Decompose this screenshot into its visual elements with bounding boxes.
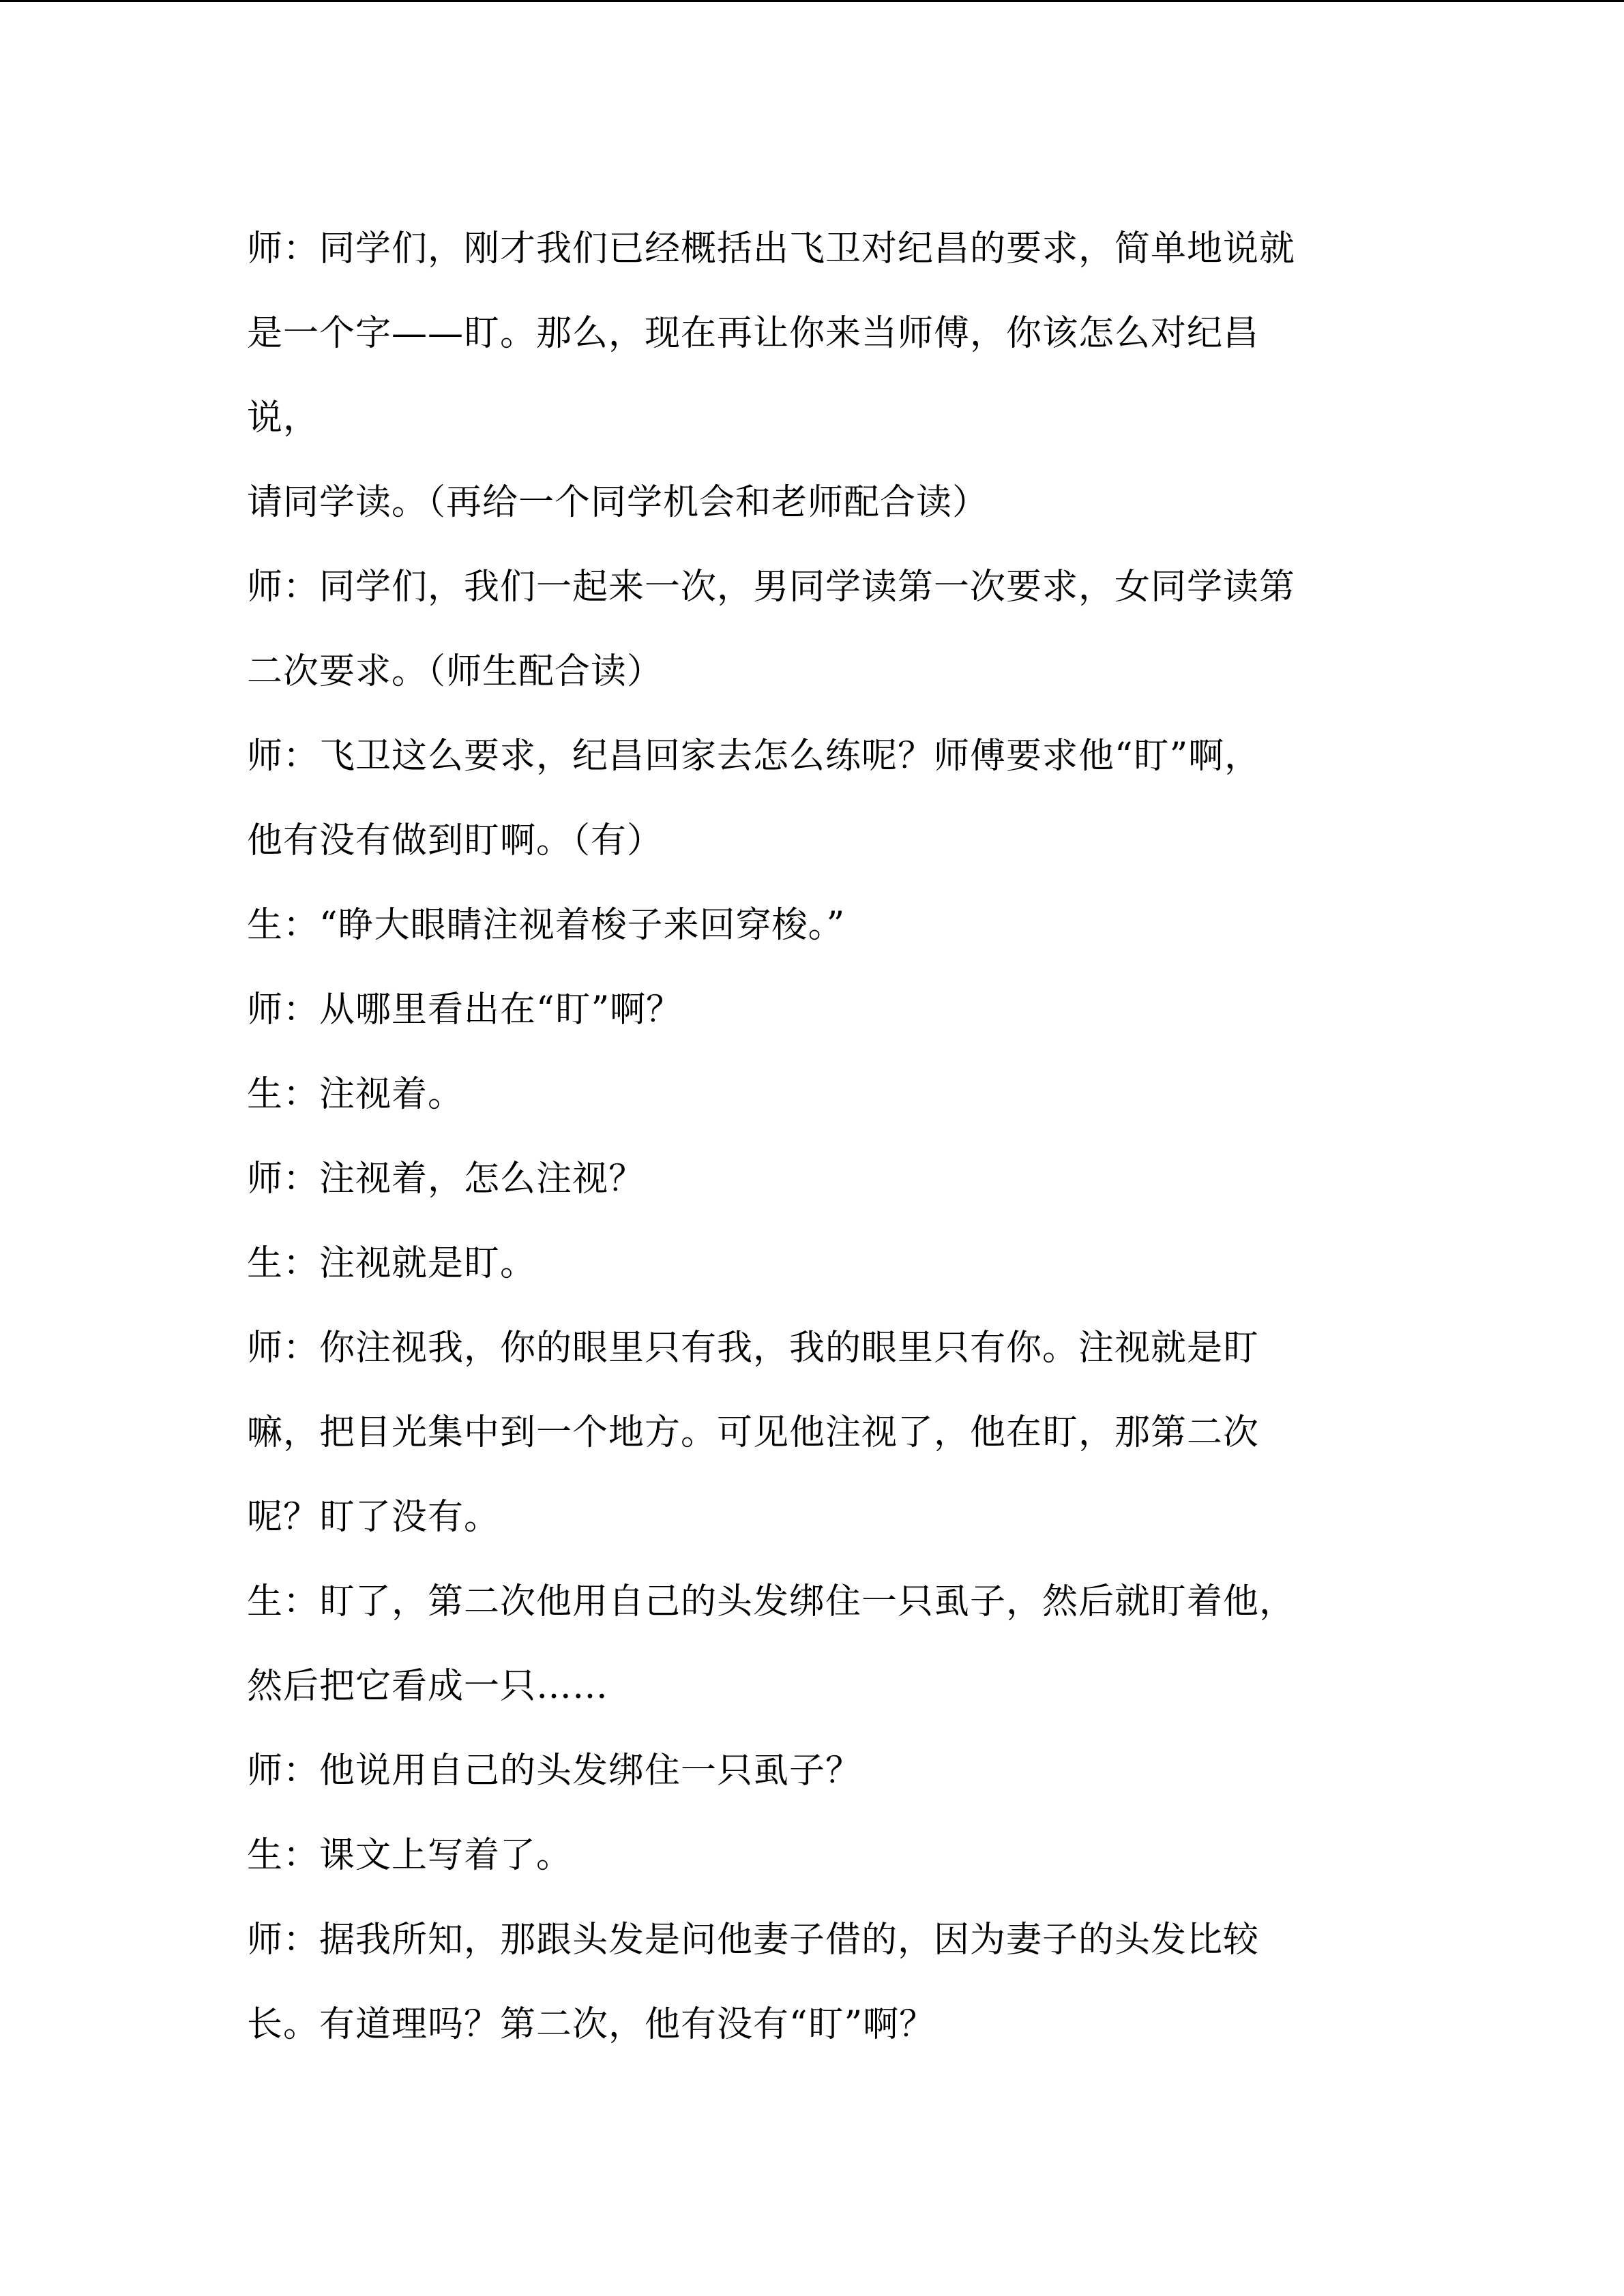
text-line: 请同学读。（再给一个同学机会和老师配合读） [247,482,989,523]
text-line: 二次要求。（师生配合读） [247,651,664,692]
document-body [247,207,1379,2067]
text-line: 是一个字——盯。那么，现在再让你来当师傅，你该怎么对纪昌 [247,313,1260,354]
text-line: 生：“睁大眼睛注视着梭子来回穿梭。” [247,905,846,946]
text-line: 呢？盯了没有。 [247,1497,501,1538]
text-line: 说， [247,398,320,438]
text-line: 生：课文上写着了。 [247,1835,573,1876]
text-line: 师：注视着，怎么注视？ [247,1159,645,1199]
text-line: 生：注视就是盯。 [247,1243,537,1284]
text-line: 长。有道理吗？第二次，他有没有“盯”啊？ [247,2004,936,2045]
text-line: 然后把它看成一只…… [247,1666,609,1707]
text-line: 生：注视着。 [247,1074,464,1115]
text-line: 嘛，把目光集中到一个地方。可见他注视了，他在盯，那第二次 [247,1412,1260,1453]
text-line: 师：据我所知，那跟头发是问他妻子借的，因为妻子的头发比较 [247,1920,1260,1960]
text-line: 师：飞卫这么要求，纪昌回家去怎么练呢？师傅要求他“盯”啊， [247,736,1261,777]
text-line: 生：盯了，第二次他用自己的头发绑住一只虱子，然后就盯着他， [247,1581,1296,1622]
text-line: 师：同学们，刚才我们已经概括出飞卫对纪昌的要求，简单地说就 [247,228,1296,269]
text-line: 师：从哪里看出在“盯”啊？ [247,989,683,1030]
text-line: 师：同学们，我们一起来一次，男同学读第一次要求，女同学读第 [247,567,1296,608]
text-line: 师：你注视我，你的眼里只有我，我的眼里只有你。注视就是盯 [247,1328,1260,1369]
text-line: 师：他说用自己的头发绑住一只虱子？ [247,1750,862,1791]
text-line: 他有没有做到盯啊。（有） [247,820,664,861]
